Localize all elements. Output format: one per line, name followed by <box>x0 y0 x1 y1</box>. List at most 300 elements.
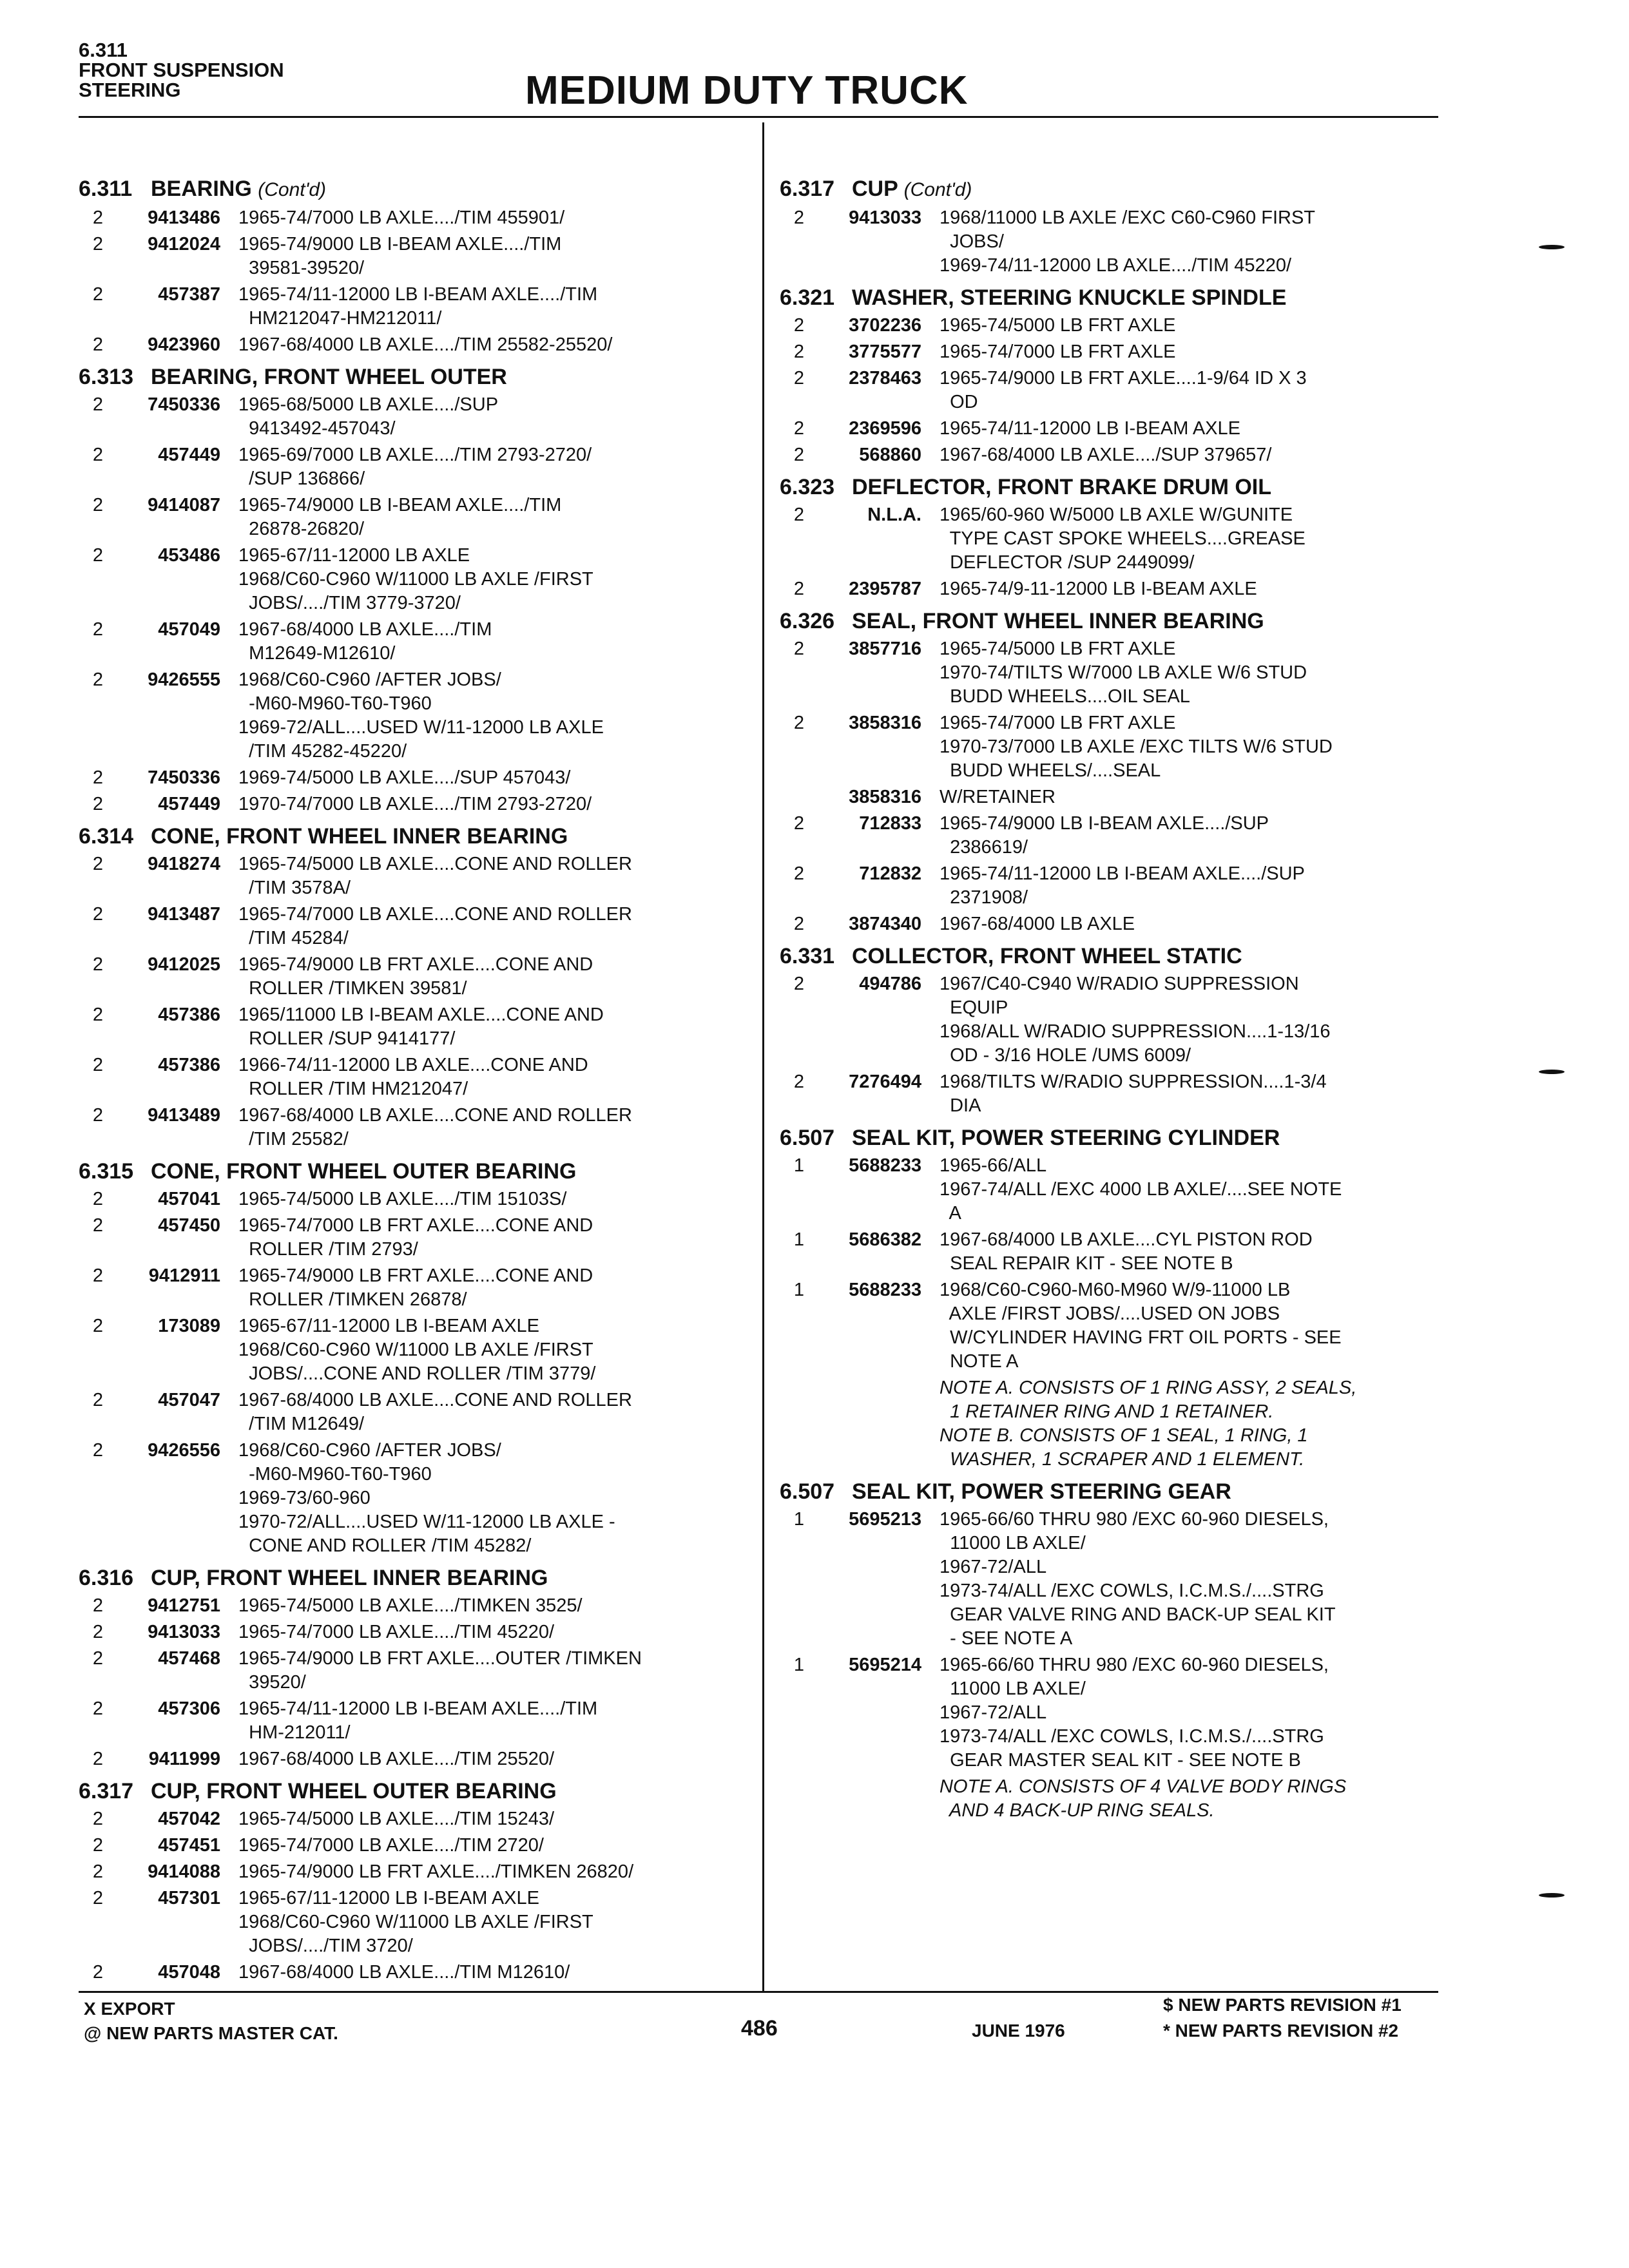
description-line: JOBS/..../TIM 3720/ <box>238 1936 413 1956</box>
quantity: 1 <box>793 1229 805 1250</box>
part-row <box>780 1653 1482 1773</box>
description <box>940 812 1482 860</box>
quantity: 2 <box>92 669 104 690</box>
description-line: 2371908/ <box>940 887 1028 908</box>
description-line: 1965-69/7000 LB AXLE..../TIM 2793-2720/ <box>238 445 592 465</box>
quantity: 1 <box>793 1280 805 1300</box>
quantity <box>780 1376 818 1472</box>
description <box>238 1594 762 1618</box>
description-line: 1965-74/7000 LB AXLE....CONE AND ROLLER <box>238 904 632 925</box>
part-number: 712833 <box>859 813 921 834</box>
quantity: 2 <box>793 418 805 439</box>
description-line: AND 4 BACK-UP RING SEALS. <box>940 1800 1215 1821</box>
footer-date: JUNE 1976 <box>972 2021 1065 2041</box>
part-number: 457041 <box>158 1189 220 1209</box>
quantity: 2 <box>92 1390 104 1410</box>
section-heading <box>780 175 1482 204</box>
part-number: 5688233 <box>849 1280 921 1300</box>
part-number: 712832 <box>859 863 921 884</box>
part-row <box>780 577 1482 601</box>
description-line: AXLE /FIRST JOBS/....USED ON JOBS <box>940 1303 1280 1324</box>
description-line: W/CYLINDER HAVING FRT OIL PORTS - SEE <box>940 1327 1342 1348</box>
footer-master: @ NEW PARTS MASTER CAT. <box>84 2023 338 2043</box>
description-line: 1965-74/5000 LB FRT AXLE <box>940 315 1176 336</box>
part-row <box>79 1314 762 1386</box>
description-line: 1973-74/ALL /EXC COWLS, I.C.M.S./....STRG <box>940 1581 1324 1601</box>
description-line: 1965-74/11-12000 LB I-BEAM AXLE <box>940 418 1240 439</box>
description <box>940 206 1482 278</box>
description-line: 1965-74/11-12000 LB I-BEAM AXLE..../SUP <box>940 863 1305 884</box>
description-line: JOBS/....CONE AND ROLLER /TIM 3779/ <box>238 1363 596 1384</box>
quantity: 2 <box>92 284 104 305</box>
section-code: 6.311 <box>79 39 128 61</box>
description-line: 1970-72/ALL....USED W/11-12000 LB AXLE - <box>238 1512 615 1532</box>
part-row <box>79 1104 762 1151</box>
description <box>238 1961 762 1984</box>
description <box>238 1187 762 1211</box>
quantity: 2 <box>793 341 805 362</box>
description <box>940 367 1482 414</box>
description-line: 1965-74/9000 LB FRT AXLE....CONE AND <box>238 1265 593 1286</box>
quantity: 2 <box>92 1749 104 1769</box>
quantity: 2 <box>92 1105 104 1126</box>
description-line: 1965-74/7000 LB AXLE..../TIM 455901/ <box>238 207 565 228</box>
page-number: 486 <box>741 2016 778 2041</box>
description-line: 1966-74/11-12000 LB AXLE....CONE AND <box>238 1055 588 1075</box>
description <box>238 1003 762 1051</box>
part-number: 9413489 <box>148 1105 220 1126</box>
description <box>940 912 1482 936</box>
description-line: OD <box>940 392 978 412</box>
quantity: 2 <box>92 545 104 566</box>
description <box>238 903 762 950</box>
description-line: 1968/11000 LB AXLE /EXC C60-C960 FIRST <box>940 207 1316 228</box>
description <box>940 972 1482 1068</box>
quantity: 2 <box>92 767 104 788</box>
part-row <box>79 333 762 357</box>
description-line: 1967-68/4000 LB AXLE..../TIM 25520/ <box>238 1749 555 1769</box>
description-line: JOBS/ <box>940 231 1004 252</box>
description <box>238 668 762 764</box>
part-number: 3857716 <box>849 639 921 659</box>
quantity: 2 <box>92 619 104 640</box>
part-row <box>780 1508 1482 1651</box>
description-line: NOTE B. CONSISTS OF 1 SEAL, 1 RING, 1 <box>940 1425 1308 1446</box>
description-line: 39581-39520/ <box>238 258 365 278</box>
part-row <box>79 1439 762 1558</box>
section-number: 6.331 <box>780 944 835 968</box>
part-number: 494786 <box>859 974 921 994</box>
footer-export: X EXPORT <box>84 1999 175 2019</box>
description-line: 1965-74/7000 LB FRT AXLE <box>940 341 1176 362</box>
section-title: CONE, FRONT WHEEL INNER BEARING <box>151 824 568 849</box>
quantity: 2 <box>793 914 805 934</box>
quantity: 2 <box>793 863 805 884</box>
description-line: 1967-68/4000 LB AXLE..../TIM M12610/ <box>238 1962 570 1983</box>
description <box>940 1228 1482 1276</box>
part-number: 2378463 <box>849 368 921 389</box>
description-line: ROLLER /TIM HM212047/ <box>238 1079 468 1099</box>
quantity: 2 <box>793 445 805 465</box>
description-line: 1965-74/5000 LB AXLE..../TIM 15243/ <box>238 1809 555 1829</box>
right-column <box>780 169 1482 1823</box>
description-line: 1965-74/5000 LB FRT AXLE <box>940 639 1176 659</box>
quantity: 2 <box>92 207 104 228</box>
quantity <box>780 785 818 809</box>
description-line: 1965-74/9000 LB I-BEAM AXLE..../SUP <box>940 813 1269 834</box>
quantity: 2 <box>793 579 805 599</box>
margin-mark <box>1539 1070 1565 1074</box>
part-number: 457048 <box>158 1962 220 1983</box>
description-line: NOTE A. CONSISTS OF 1 RING ASSY, 2 SEALS, <box>940 1378 1357 1398</box>
part-row <box>79 1003 762 1051</box>
part-number <box>818 1775 940 1823</box>
part-number: 9423960 <box>148 334 220 355</box>
part-row <box>780 812 1482 860</box>
description-line: CONE AND ROLLER /TIM 45282/ <box>238 1535 532 1556</box>
part-number: 9426555 <box>148 669 220 690</box>
part-number: 2369596 <box>849 418 921 439</box>
footer-rule <box>79 1991 1438 1993</box>
section-title: SEAL KIT, POWER STEERING CYLINDER <box>852 1126 1280 1150</box>
part-row <box>780 862 1482 910</box>
description <box>940 785 1482 809</box>
part-number: 457468 <box>158 1648 220 1669</box>
part-row <box>780 340 1482 364</box>
part-row <box>79 1961 762 1984</box>
description-line: HM-212011/ <box>238 1722 351 1743</box>
description <box>940 1278 1482 1374</box>
description-line: 1965-74/7000 LB AXLE..../TIM 2720/ <box>238 1835 544 1856</box>
quantity: 2 <box>92 794 104 814</box>
part-row <box>79 1053 762 1101</box>
description-line: 1965/60-960 W/5000 LB AXLE W/GUNITE <box>940 505 1293 525</box>
description-line: 1968/ALL W/RADIO SUPPRESSION....1-13/16 <box>940 1021 1331 1042</box>
part-number: 5695214 <box>849 1655 921 1675</box>
description-line: ROLLER /TIMKEN 39581/ <box>238 978 467 999</box>
part-row <box>79 618 762 666</box>
quantity: 2 <box>92 394 104 415</box>
section-title: CUP, FRONT WHEEL INNER BEARING <box>151 1566 548 1590</box>
part-row <box>780 367 1482 414</box>
description-line: 1965-74/9000 LB I-BEAM AXLE..../TIM <box>238 234 562 255</box>
part-number: 9426556 <box>148 1440 220 1461</box>
margin-mark <box>1539 245 1565 249</box>
part-number: 9414087 <box>148 495 220 515</box>
description-line: 1968/C60-C960 W/11000 LB AXLE /FIRST <box>238 569 593 590</box>
quantity: 2 <box>92 1189 104 1209</box>
description <box>238 333 762 357</box>
description-line: 2386619/ <box>940 837 1028 858</box>
part-row <box>780 711 1482 783</box>
part-number: 9414088 <box>148 1861 220 1882</box>
part-number: 9412024 <box>148 234 220 255</box>
part-number: 3858316 <box>849 787 921 807</box>
description-line: 1 RETAINER RING AND 1 RETAINER. <box>940 1401 1274 1422</box>
description-line: 1965-74/9000 LB FRT AXLE....1-9/64 ID X 3 <box>940 368 1307 389</box>
quantity: 2 <box>92 1698 104 1719</box>
quantity: 2 <box>92 1809 104 1829</box>
part-number: 5688233 <box>849 1155 921 1176</box>
part-number: 3874340 <box>849 914 921 934</box>
quantity: 2 <box>92 1622 104 1642</box>
quantity: 2 <box>92 904 104 925</box>
description <box>238 283 762 331</box>
part-number: 9413487 <box>148 904 220 925</box>
description-line: 1970-74/TILTS W/7000 LB AXLE W/6 STUD <box>940 662 1307 683</box>
part-number: 453486 <box>158 545 220 566</box>
description <box>238 1697 762 1745</box>
description-line: 1965-67/11-12000 LB I-BEAM AXLE <box>238 1888 539 1908</box>
part-row <box>79 766 762 790</box>
description <box>238 1214 762 1262</box>
section-heading <box>79 1778 762 1805</box>
quantity: 2 <box>92 1055 104 1075</box>
description-line: 1965-74/9000 LB FRT AXLE....CONE AND <box>238 954 593 975</box>
description-line: BUDD WHEELS....OIL SEAL <box>940 686 1190 707</box>
part-row <box>79 1264 762 1312</box>
description <box>238 1264 762 1312</box>
section-number: 6.314 <box>79 824 134 849</box>
description-line: JOBS/..../TIM 3779-3720/ <box>238 593 461 613</box>
part-number: 9411999 <box>148 1749 220 1769</box>
part-number: 457306 <box>158 1698 220 1719</box>
description-line: NOTE A. CONSISTS OF 4 VALVE BODY RINGS <box>940 1776 1347 1797</box>
description <box>940 862 1482 910</box>
description-line: 1965-74/9000 LB FRT AXLE....OUTER /TIMKEN <box>238 1648 642 1669</box>
header-category-1: FRONT SUSPENSION <box>79 59 284 81</box>
footer-revision-1: $ NEW PARTS REVISION #1 <box>1163 1995 1402 2015</box>
section-title: SEAL, FRONT WHEEL INNER BEARING <box>852 609 1264 633</box>
part-row <box>79 903 762 950</box>
description-line: /SUP 136866/ <box>238 468 365 489</box>
quantity: 2 <box>793 1072 805 1092</box>
part-row <box>79 852 762 900</box>
section-heading <box>780 943 1482 970</box>
description-line: 1968/C60-C960 /AFTER JOBS/ <box>238 1440 501 1461</box>
description-line: 1965-74/9000 LB FRT AXLE..../TIMKEN 26820/ <box>238 1861 634 1882</box>
quantity: 2 <box>793 813 805 834</box>
margin-mark <box>1539 1893 1565 1898</box>
description-line: 1965-68/5000 LB AXLE..../SUP <box>238 394 499 415</box>
part-row <box>79 233 762 280</box>
description-line: 1965-74/5000 LB AXLE....CONE AND ROLLER <box>238 854 632 874</box>
description <box>238 1747 762 1771</box>
description-line: OD - 3/16 HOLE /UMS 6009/ <box>940 1045 1191 1066</box>
quantity: 2 <box>793 207 805 228</box>
part-number <box>818 1376 940 1472</box>
description-line: /TIM M12649/ <box>238 1414 365 1434</box>
part-number: 7450336 <box>148 767 220 788</box>
description-line: NOTE A <box>940 1351 1019 1372</box>
quantity: 2 <box>92 334 104 355</box>
description <box>238 1104 762 1151</box>
description <box>238 766 762 790</box>
part-number: 5695213 <box>849 1509 921 1530</box>
description <box>940 1508 1482 1651</box>
quantity: 2 <box>793 315 805 336</box>
description <box>940 1376 1482 1472</box>
section-number: 6.313 <box>79 365 134 389</box>
part-row <box>79 668 762 764</box>
description-line: GEAR MASTER SEAL KIT - SEE NOTE B <box>940 1750 1301 1771</box>
header-category-2: STEERING <box>79 79 181 101</box>
description <box>238 393 762 441</box>
description-line: /TIM 45284/ <box>238 928 349 948</box>
description-line: 1965-74/9-11-12000 LB I-BEAM AXLE <box>940 579 1257 599</box>
part-row <box>79 1214 762 1262</box>
description-line: 1965-74/11-12000 LB I-BEAM AXLE..../TIM <box>238 1698 598 1719</box>
description-line: 1965/11000 LB I-BEAM AXLE....CONE AND <box>238 1004 604 1025</box>
part-row <box>79 1594 762 1618</box>
description-line: 1967/C40-C940 W/RADIO SUPPRESSION <box>940 974 1299 994</box>
part-row <box>79 206 762 230</box>
description <box>940 1070 1482 1118</box>
description-line: 1967-74/ALL /EXC 4000 LB AXLE/....SEE NOTE <box>940 1179 1342 1200</box>
description-line: 1965-74/7000 LB FRT AXLE <box>940 713 1176 733</box>
quantity: 2 <box>92 1265 104 1286</box>
quantity: 2 <box>793 639 805 659</box>
part-number: 457047 <box>158 1390 220 1410</box>
page-title: MEDIUM DUTY TRUCK <box>525 68 969 113</box>
quantity: 1 <box>793 1655 805 1675</box>
quantity: 2 <box>92 1962 104 1983</box>
part-row <box>79 494 762 541</box>
description-line: /TIM 3578A/ <box>238 878 351 898</box>
description-line: -M60-M960-T60-T960 <box>238 693 432 714</box>
section-heading <box>780 474 1482 501</box>
quantity: 2 <box>92 1440 104 1461</box>
section-title: SEAL KIT, POWER STEERING GEAR <box>852 1479 1231 1504</box>
part-number: 3775577 <box>849 341 921 362</box>
description-line: /TIM 25582/ <box>238 1129 349 1149</box>
description <box>238 1389 762 1436</box>
description-line: 1967-68/4000 LB AXLE....CONE AND ROLLER <box>238 1105 632 1126</box>
description-line: TYPE CAST SPOKE WHEELS....GREASE <box>940 528 1306 549</box>
part-number: 173089 <box>158 1316 220 1336</box>
section-heading <box>79 823 762 850</box>
part-row <box>79 1747 762 1771</box>
part-row <box>79 1887 762 1958</box>
part-row <box>780 417 1482 441</box>
description <box>940 637 1482 709</box>
note-row <box>780 1376 1482 1472</box>
description <box>238 953 762 1001</box>
section-number: 6.507 <box>780 1479 835 1504</box>
description-line: 1970-73/7000 LB AXLE /EXC TILTS W/6 STUD <box>940 736 1333 757</box>
description-line: W/RETAINER <box>940 787 1055 807</box>
description-line: /TIM 45282-45220/ <box>238 741 407 762</box>
description-line: -M60-M960-T60-T960 <box>238 1464 432 1485</box>
description <box>238 1834 762 1858</box>
description-line: EQUIP <box>940 997 1008 1018</box>
description-line: 1967-72/ALL <box>940 1702 1047 1723</box>
description-line: - SEE NOTE A <box>940 1628 1073 1649</box>
description-line: 1969-72/ALL....USED W/11-12000 LB AXLE <box>238 717 604 738</box>
part-number: 9418274 <box>148 854 220 874</box>
description <box>238 206 762 230</box>
description <box>238 233 762 280</box>
section-title: COLLECTOR, FRONT WHEEL STATIC <box>852 944 1242 968</box>
part-row <box>79 1834 762 1858</box>
description <box>238 618 762 666</box>
quantity: 2 <box>92 1835 104 1856</box>
part-number: 9412751 <box>148 1595 220 1616</box>
description <box>238 1860 762 1884</box>
footer-revision-2: * NEW PARTS REVISION #2 <box>1163 2021 1399 2041</box>
part-row <box>780 1278 1482 1374</box>
part-number: 2395787 <box>849 579 921 599</box>
section-number: 6.507 <box>780 1126 835 1150</box>
description <box>238 1314 762 1386</box>
quantity: 1 <box>793 1509 805 1530</box>
part-number: N.L.A. <box>867 505 921 525</box>
part-row <box>780 637 1482 709</box>
description <box>940 340 1482 364</box>
section-title: CUP, FRONT WHEEL OUTER BEARING <box>151 1779 557 1803</box>
part-row <box>79 1620 762 1644</box>
quantity: 2 <box>92 1004 104 1025</box>
part-number: 568860 <box>859 445 921 465</box>
description-line: A <box>940 1203 961 1224</box>
description <box>940 443 1482 467</box>
description-line: 1967-72/ALL <box>940 1557 1047 1577</box>
column-divider <box>762 122 764 1991</box>
description <box>940 417 1482 441</box>
description-line: 11000 LB AXLE/ <box>940 1678 1086 1699</box>
description-line: 1967-68/4000 LB AXLE..../TIM 25582-25520/ <box>238 334 613 355</box>
description <box>238 1620 762 1644</box>
part-row <box>780 443 1482 467</box>
part-row <box>780 972 1482 1068</box>
section-continued: (Cont'd) <box>903 179 972 200</box>
section-heading <box>780 608 1482 635</box>
description-line: 1965-74/5000 LB AXLE..../TIM 15103S/ <box>238 1189 567 1209</box>
header-block <box>79 40 284 100</box>
part-number: 457450 <box>158 1215 220 1236</box>
description-line: 26878-26820/ <box>238 519 365 539</box>
part-row <box>79 1697 762 1745</box>
section-number: 6.323 <box>780 475 835 499</box>
quantity: 2 <box>92 495 104 515</box>
section-heading <box>79 363 762 390</box>
quantity: 2 <box>92 954 104 975</box>
description-line: 1965-67/11-12000 LB I-BEAM AXLE <box>238 1316 539 1336</box>
part-row <box>79 793 762 816</box>
section-number: 6.321 <box>780 285 835 310</box>
description-line: 1967-68/4000 LB AXLE..../SUP 379657/ <box>940 445 1272 465</box>
description <box>940 711 1482 783</box>
section-title: DEFLECTOR, FRONT BRAKE DRUM OIL <box>852 475 1272 499</box>
description <box>238 852 762 900</box>
section-continued: (Cont'd) <box>258 179 327 200</box>
part-row <box>780 314 1482 338</box>
description-line: 1965-74/5000 LB AXLE..../TIMKEN 3525/ <box>238 1595 583 1616</box>
part-row <box>79 1647 762 1695</box>
description-line: HM212047-HM212011/ <box>238 308 442 329</box>
description <box>238 1053 762 1101</box>
section-number: 6.326 <box>780 609 835 633</box>
description-line: 1965-67/11-12000 LB AXLE <box>238 545 470 566</box>
description <box>238 1807 762 1831</box>
part-row <box>79 1389 762 1436</box>
part-row <box>780 1070 1482 1118</box>
description <box>940 1775 1482 1823</box>
section-title: CUP <box>852 177 898 201</box>
header-rule <box>79 116 1438 118</box>
description-line: 1968/C60-C960 W/11000 LB AXLE /FIRST <box>238 1340 593 1360</box>
section-heading <box>780 284 1482 311</box>
